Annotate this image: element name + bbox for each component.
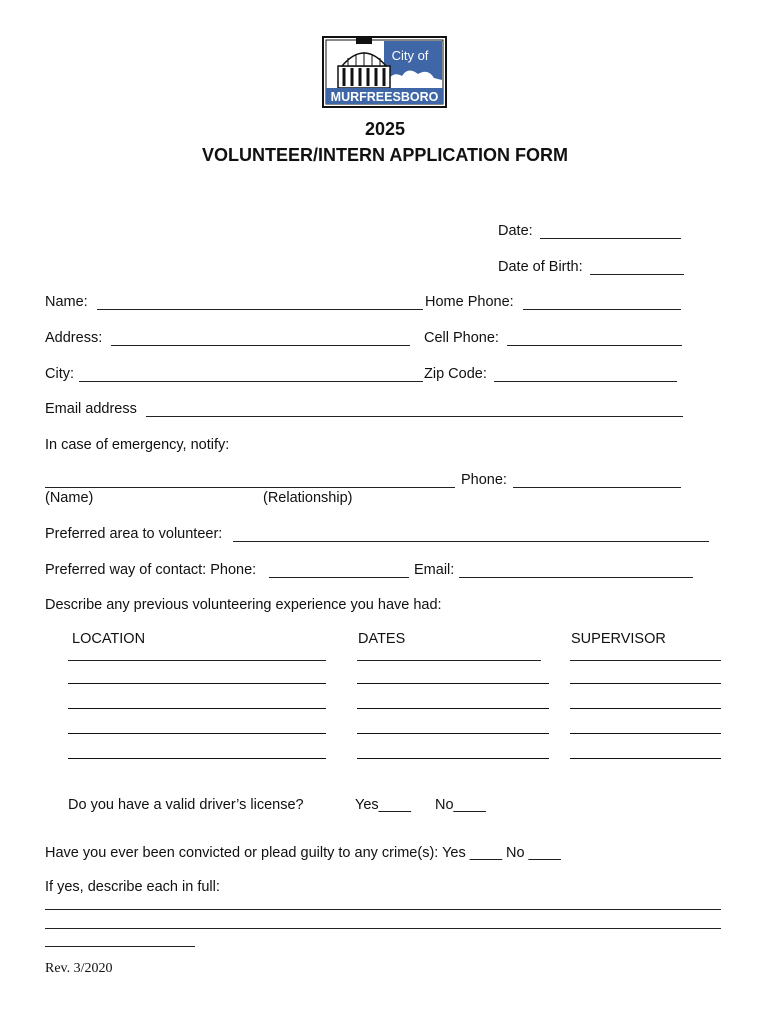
crime-description-line-1[interactable] [45, 909, 721, 910]
city-logo [322, 36, 447, 108]
experience-label: Describe any previous volunteering experience you have had: [45, 597, 442, 613]
preferred-area-label: Preferred area to volunteer: [45, 526, 223, 542]
preferred-contact-label: Preferred way of contact: Phone: [45, 562, 257, 578]
location-line-4[interactable] [68, 733, 326, 734]
column-location: LOCATION [72, 631, 146, 647]
form-title: VOLUNTEER/INTERN APPLICATION FORM [202, 145, 568, 165]
preferred-area-field[interactable] [233, 541, 709, 542]
emergency-name-field[interactable] [45, 487, 455, 488]
zip-field[interactable] [494, 381, 677, 382]
home-phone-field[interactable] [523, 309, 681, 310]
emergency-phone-field[interactable] [513, 487, 681, 488]
name-caption: (Name) [45, 490, 94, 506]
address-label: Address: [45, 330, 103, 346]
crime-question: Have you ever been convicted or plead guilty to any crime(s): Yes ____ No ____ [45, 845, 561, 861]
column-dates: DATES [358, 631, 406, 647]
dates-line-3[interactable] [357, 708, 549, 709]
location-line-3[interactable] [68, 708, 326, 709]
license-question: Do you have a valid driver’s license? [68, 797, 304, 813]
logo-top-text: City of [391, 48, 429, 63]
email-label: Email address [45, 401, 137, 417]
date-field[interactable] [540, 238, 681, 239]
logo-bottom-text: MURFREESBORO [330, 90, 439, 104]
name-field[interactable] [97, 309, 423, 310]
home-phone-label: Home Phone: [425, 294, 514, 310]
crime-describe-label: If yes, describe each in full: [45, 879, 220, 895]
zip-label: Zip Code: [424, 366, 487, 382]
emergency-phone-label: Phone: [461, 472, 507, 488]
revision-text: Rev. 3/2020 [45, 961, 113, 976]
supervisor-line-3[interactable] [570, 708, 721, 709]
name-label: Name: [45, 294, 88, 310]
city-field[interactable] [79, 381, 423, 382]
column-supervisor: SUPERVISOR [571, 631, 666, 647]
crime-description-line-3[interactable] [45, 946, 195, 947]
dob-label: Date of Birth: [498, 259, 583, 275]
crime-description-line-2[interactable] [45, 928, 721, 929]
dates-line-2[interactable] [357, 683, 549, 684]
contact-email-field[interactable] [459, 577, 693, 578]
address-field[interactable] [111, 345, 410, 346]
dob-field[interactable] [590, 274, 684, 275]
form-year: 2025 [364, 119, 406, 139]
cell-phone-field[interactable] [507, 345, 682, 346]
emergency-label: In case of emergency, notify: [45, 437, 230, 453]
supervisor-line-1[interactable] [570, 660, 721, 661]
contact-email-label: Email: [414, 562, 455, 578]
date-label: Date: [498, 223, 533, 239]
supervisor-line-4[interactable] [570, 733, 721, 734]
license-yes[interactable]: Yes____ [355, 797, 411, 813]
location-line-2[interactable] [68, 683, 326, 684]
relationship-caption: (Relationship) [263, 490, 353, 506]
dates-line-4[interactable] [357, 733, 549, 734]
dates-line-5[interactable] [357, 758, 549, 759]
dates-line-1[interactable] [357, 660, 541, 661]
license-no[interactable]: No____ [435, 797, 486, 813]
contact-phone-field[interactable] [269, 577, 409, 578]
city-label: City: [45, 366, 74, 382]
location-line-1[interactable] [68, 660, 326, 661]
location-line-5[interactable] [68, 758, 326, 759]
supervisor-line-2[interactable] [570, 683, 721, 684]
supervisor-line-5[interactable] [570, 758, 721, 759]
email-field[interactable] [146, 416, 683, 417]
cell-phone-label: Cell Phone: [424, 330, 499, 346]
